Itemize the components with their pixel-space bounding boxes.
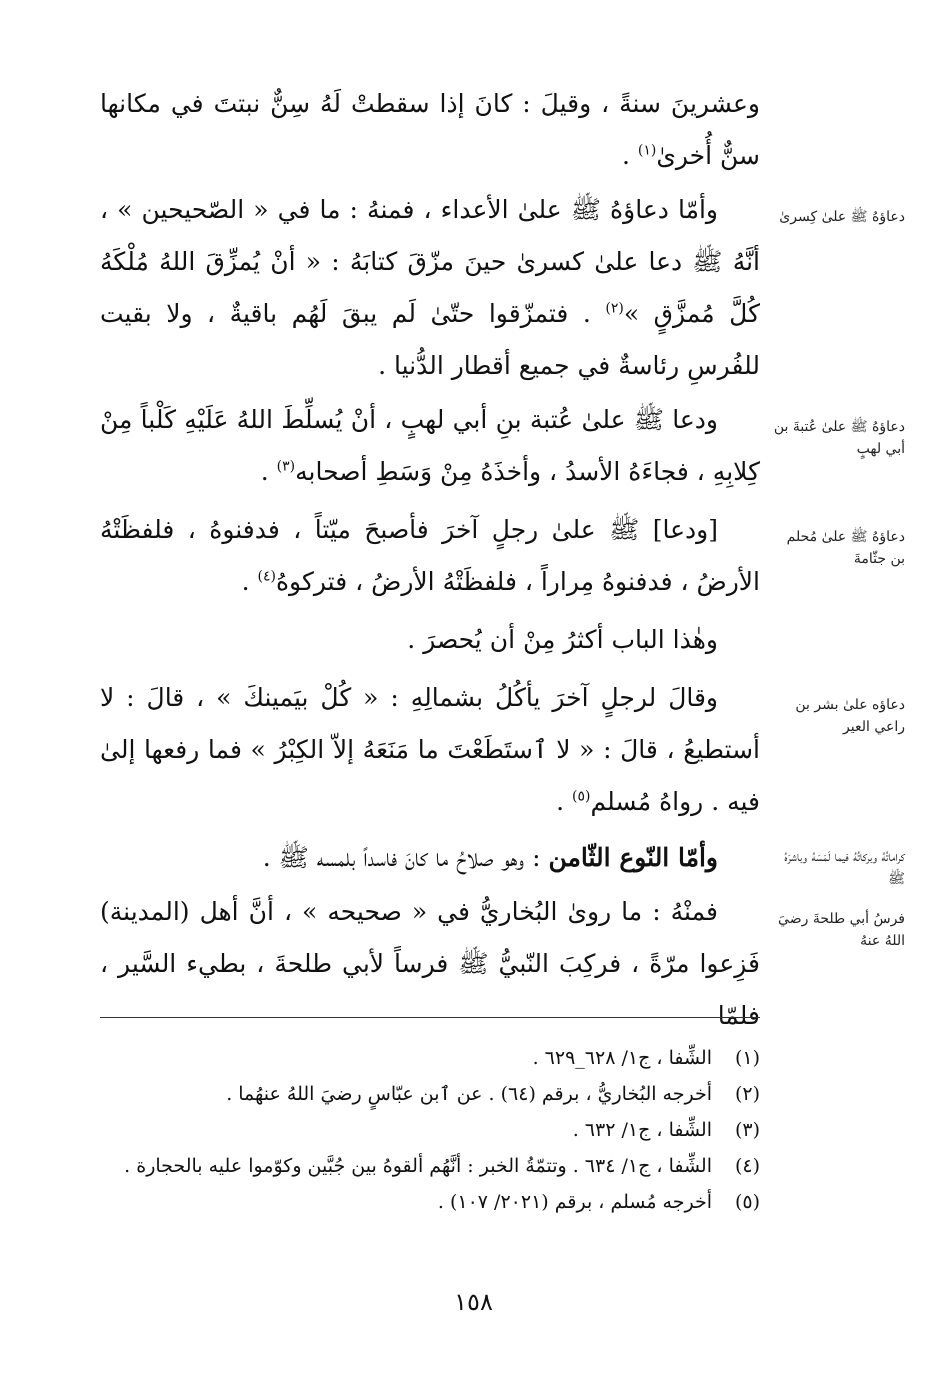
margin-note-bishr: دعاؤه علىٰ بشر بن راعي العير [795,697,905,735]
margin-note-faras: فرسُ أبي طلحةَ رضيَ اللهُ عنهُ [778,911,905,949]
footnote-3: (٣) الشِّفا ، ج١/ ٦٣٢ . [572,1119,760,1141]
margin-note-utba: دعاؤهُ ﷺ علىٰ عُتبةَ بن أبي لهبٍ [773,419,905,457]
footnote-4: (٤) الشِّفا ، ج١/ ٦٣٤ . وتتمّةُ الخبر : أنَّهُم ألقوهُ بين جُبَّين وكوّموا عليه بالحجارة . [124,1155,760,1177]
margin-note-kisra: دعاؤهُ ﷺ علىٰ كِسرىٰ [779,209,905,225]
paragraph-5: وقالَ لرجلٍ آخرَ يأكُلُ بشمالِهِ : « كُلْ بيَمينكَ » ، قالَ : لا أستطيعُ ، قالَ : « لا ٱستَطَعْتَ ما مَنَعَهُ إلاّ الكِبْرُ » فما رفعها إلىٰ فيه . رواهُ مُسلم$^{(٥)}$ . [100,683,760,816]
footnote-ref-2[interactable]: (٢) [605,300,624,317]
footnotes [100,1040,760,1220]
paragraph-4: وهٰذا الباب أكثرُ مِنْ أن يُحصرَ . [407,625,718,654]
footnote-ref-4[interactable]: (٤) [257,568,276,585]
margin-note-muhlim: دعاؤهُ ﷺ علىٰ مُحلم بن جثّامةَ [786,529,905,567]
paragraph-3: [ودعا] ﷺ علىٰ رجلٍ آخرَ فأصبحَ ميّتاً ، فدفنوهُ ، فلفظَتْهُ الأرضُ ، فدفنوهُ مِراراً ، فلفظَتْهُ الأرضُ ، فتركوهُ$^{(٤)}$ . [100,515,760,596]
paragraph-1: وأمّا دعاؤهُ ﷺ علىٰ الأعداء ، فمنهُ : ما في « الصّحيحين » ، أنَّهُ ﷺ دعا علىٰ كسرىٰ حينَ مزّقَ كتابَهُ : « أنْ يُمزِّقَ اللهُ مُلْكَهُ كُلَّ مُمزَّقٍ »$^{(٢)}$ . فتمزّقوا حتّىٰ لَم يبقَ لَهُم باقيةٌ ، ولا بقيت للفُرسِ رئاسةٌ في جميع أقطار الدُّنيا . [100,195,761,380]
footnote-5: (٥) أخرجه مُسلم ، برقم (٢٠٢١/ ١٠٧) . [437,1191,760,1213]
paragraph-0: وعشرينَ سنةً ، وقيلَ : كانَ إذا سقطتْ لَهُ سِنٌّ نبتتَ في مكانها سنٌّ أُخرىٰ$^{(١)}$ . [100,89,760,170]
footnote-ref-5[interactable]: (٥) [572,788,591,805]
margin-note-karamat: كراماتُهُ وبركاتُهُ فيما لَمَسَهُ وباشرَهُ ﷺ [784,849,905,887]
footnote-1: (١) الشِّفا ، ج١/ ٦٢٨_٦٢٩ . [532,1047,760,1069]
footnote-ref-3[interactable]: (٣) [276,458,296,475]
footnote-2: (٢) أخرجه البُخاريُّ ، برقم (٦٤) . عن ٱبن عبّاسٍ رضيَ اللهُ عنهُما . [226,1083,760,1105]
footnote-ref-1[interactable]: (١) [637,142,657,159]
paragraph-6: وأمّا النّوع الثّامن : وهو صلاحُ ما كانَ فاسداً بلمسه ﷺ . [262,843,718,872]
paragraph-7: فمنْهُ : ما روىٰ البُخاريُّ في « صحيحه » ، أنَّ أهل (المدينة) فَزِعوا مرّةً ، فركِبَ النّبيُّ ﷺ فرساً لأبي طلحةَ ، بطيء السَّير ، فلمّا [100,897,760,1030]
paragraph-2: ودعا ﷺ علىٰ عُتبة بنِ أبي لهبٍ ، أنْ يُسلِّطَ اللهُ عَلَيْهِ كَلْباً مِنْ كِلابِهِ ، فجاءَهُ الأسدُ ، وأخذَهُ مِنْ وَسَطِ أصحابه$^{(٣)}$ . [100,405,760,486]
section-heading: وأمّا النّوع الثّامن [548,843,718,872]
footnote-separator [100,1017,760,1018]
page-number: ١٥٨ [454,1288,493,1316]
